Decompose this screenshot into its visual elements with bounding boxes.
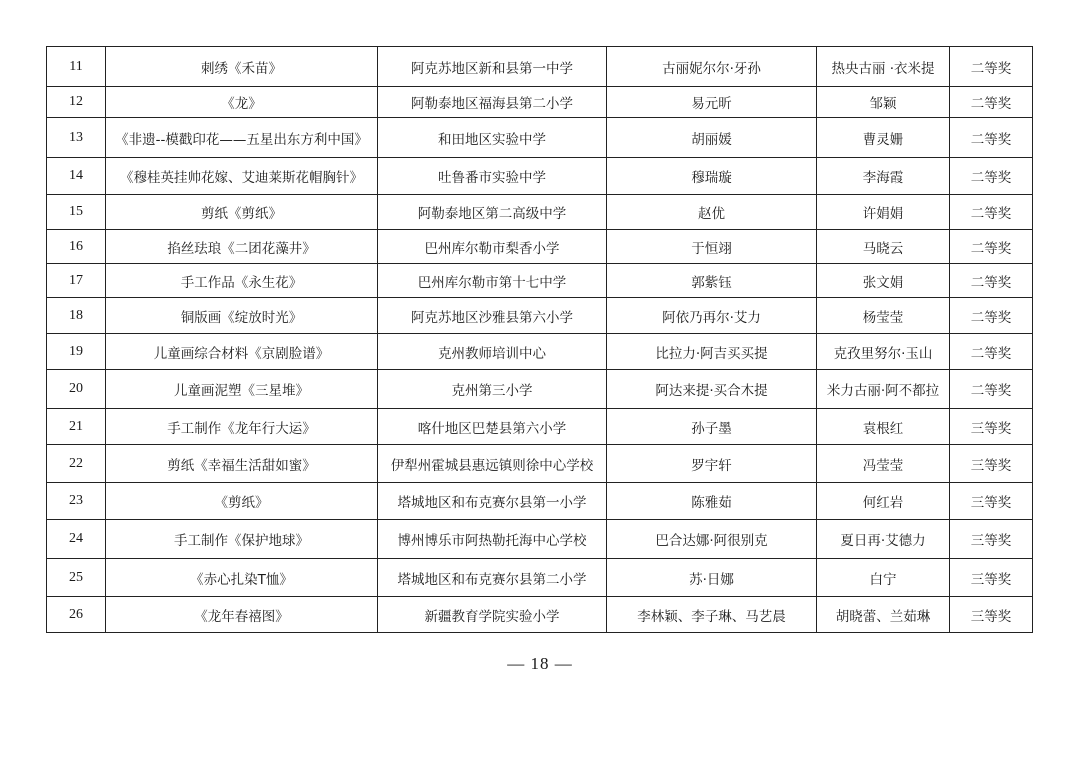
award-level: 二等奖 (950, 230, 1033, 264)
award-level: 二等奖 (950, 87, 1033, 118)
table-row (47, 559, 1033, 597)
table-row (47, 409, 1033, 445)
work-title: 儿童画综合材料《京剧脸谱》 (106, 334, 378, 370)
work-title: 《非遗--模戳印花——五星出东方利中国》 (106, 118, 378, 158)
teacher-name: 何红岩 (817, 483, 950, 520)
entry-number: 12 (47, 87, 106, 118)
award-level: 二等奖 (950, 47, 1033, 87)
work-title: 儿童画泥塑《三星堆》 (106, 370, 378, 409)
teacher-name: 李海霞 (817, 158, 950, 195)
teacher-name: 冯莹莹 (817, 445, 950, 483)
teacher-name: 胡晓蕾、兰茹琳 (817, 597, 950, 633)
author-name: 阿达来提·买合木提 (607, 370, 817, 409)
school-name: 喀什地区巴楚县第六小学 (378, 409, 607, 445)
school-name: 塔城地区和布克赛尔县第二小学 (378, 559, 607, 597)
author-name: 易元昕 (607, 87, 817, 118)
table-row (47, 118, 1033, 158)
page-number: — 18 — (507, 654, 573, 673)
work-title: 《龙》 (106, 87, 378, 118)
award-level: 二等奖 (950, 334, 1033, 370)
author-name: 古丽妮尔尔·牙孙 (607, 47, 817, 87)
table-row (47, 47, 1033, 87)
teacher-name: 夏日再·艾德力 (817, 520, 950, 559)
table-row (47, 195, 1033, 230)
school-name: 阿勒泰地区福海县第二小学 (378, 87, 607, 118)
table-row (47, 370, 1033, 409)
school-name: 吐鲁番市实验中学 (378, 158, 607, 195)
table-row (47, 445, 1033, 483)
school-name: 和田地区实验中学 (378, 118, 607, 158)
school-name: 博州博乐市阿热勒托海中心学校 (378, 520, 607, 559)
author-name: 苏·日娜 (607, 559, 817, 597)
work-title: 手工制作《龙年行大运》 (106, 409, 378, 445)
entry-number: 19 (47, 334, 106, 370)
entry-number: 25 (47, 559, 106, 597)
entry-number: 24 (47, 520, 106, 559)
author-name: 罗宇轩 (607, 445, 817, 483)
school-name: 克州教师培训中心 (378, 334, 607, 370)
teacher-name: 白宁 (817, 559, 950, 597)
table-row (47, 230, 1033, 264)
teacher-name: 许娟娟 (817, 195, 950, 230)
teacher-name: 邹颖 (817, 87, 950, 118)
teacher-name: 杨莹莹 (817, 298, 950, 334)
work-title: 手工作品《永生花》 (106, 264, 378, 298)
entry-number: 16 (47, 230, 106, 264)
entry-number: 23 (47, 483, 106, 520)
teacher-name: 热央古丽 ·衣米提 (817, 47, 950, 87)
teacher-name: 米力古丽·阿不都拉 (817, 370, 950, 409)
teacher-name: 克孜里努尔·玉山 (817, 334, 950, 370)
award-level: 二等奖 (950, 158, 1033, 195)
teacher-name: 曹灵姗 (817, 118, 950, 158)
work-title: 手工制作《保护地球》 (106, 520, 378, 559)
table-row (47, 158, 1033, 195)
entry-number: 14 (47, 158, 106, 195)
work-title: 《穆桂英挂帅花嫁、艾迪莱斯花帽胸针》 (106, 158, 378, 195)
work-title: 《剪纸》 (106, 483, 378, 520)
table-row (47, 298, 1033, 334)
author-name: 孙子墨 (607, 409, 817, 445)
award-level: 二等奖 (950, 264, 1033, 298)
work-title: 《龙年春禧图》 (106, 597, 378, 633)
teacher-name: 张文娟 (817, 264, 950, 298)
author-name: 赵优 (607, 195, 817, 230)
entry-number: 15 (47, 195, 106, 230)
award-level: 三等奖 (950, 597, 1033, 633)
table-row (47, 597, 1033, 633)
school-name: 巴州库尔勒市梨香小学 (378, 230, 607, 264)
author-name: 穆瑞璇 (607, 158, 817, 195)
author-name: 阿依乃再尔·艾力 (607, 298, 817, 334)
work-title: 铜版画《绽放时光》 (106, 298, 378, 334)
work-title: 剪纸《剪纸》 (106, 195, 378, 230)
awards-table-body (47, 47, 1033, 633)
school-name: 巴州库尔勒市第十七中学 (378, 264, 607, 298)
award-level: 三等奖 (950, 409, 1033, 445)
school-name: 阿克苏地区新和县第一中学 (378, 47, 607, 87)
award-level: 二等奖 (950, 195, 1033, 230)
award-level: 三等奖 (950, 559, 1033, 597)
award-level: 二等奖 (950, 298, 1033, 334)
entry-number: 22 (47, 445, 106, 483)
award-level: 二等奖 (950, 370, 1033, 409)
award-level: 三等奖 (950, 520, 1033, 559)
author-name: 于恒翊 (607, 230, 817, 264)
author-name: 陈雅茹 (607, 483, 817, 520)
school-name: 伊犁州霍城县惠远镇则徐中心学校 (378, 445, 607, 483)
author-name: 李林颖、李子琳、马艺晨 (607, 597, 817, 633)
school-name: 阿克苏地区沙雅县第六小学 (378, 298, 607, 334)
teacher-name: 袁根红 (817, 409, 950, 445)
teacher-name: 马晓云 (817, 230, 950, 264)
award-level: 三等奖 (950, 483, 1033, 520)
work-title: 刺绣《禾苗》 (106, 47, 378, 87)
work-title: 剪纸《幸福生活甜如蜜》 (106, 445, 378, 483)
school-name: 塔城地区和布克赛尔县第一小学 (378, 483, 607, 520)
entry-number: 13 (47, 118, 106, 158)
entry-number: 26 (47, 597, 106, 633)
author-name: 巴合达娜·阿很别克 (607, 520, 817, 559)
table-row (47, 87, 1033, 118)
table-row (47, 264, 1033, 298)
entry-number: 18 (47, 298, 106, 334)
work-title: 《赤心扎染T恤》 (106, 559, 378, 597)
work-title: 掐丝珐琅《二团花藻井》 (106, 230, 378, 264)
entry-number: 17 (47, 264, 106, 298)
table-row (47, 483, 1033, 520)
author-name: 比拉力·阿吉买买提 (607, 334, 817, 370)
school-name: 克州第三小学 (378, 370, 607, 409)
entry-number: 20 (47, 370, 106, 409)
entry-number: 21 (47, 409, 106, 445)
school-name: 阿勒泰地区第二高级中学 (378, 195, 607, 230)
award-level: 三等奖 (950, 445, 1033, 483)
awards-table (46, 46, 1033, 633)
author-name: 胡丽媛 (607, 118, 817, 158)
award-level: 二等奖 (950, 118, 1033, 158)
school-name: 新疆教育学院实验小学 (378, 597, 607, 633)
table-row (47, 520, 1033, 559)
entry-number: 11 (47, 47, 106, 87)
author-name: 郭紫钰 (607, 264, 817, 298)
table-row (47, 334, 1033, 370)
